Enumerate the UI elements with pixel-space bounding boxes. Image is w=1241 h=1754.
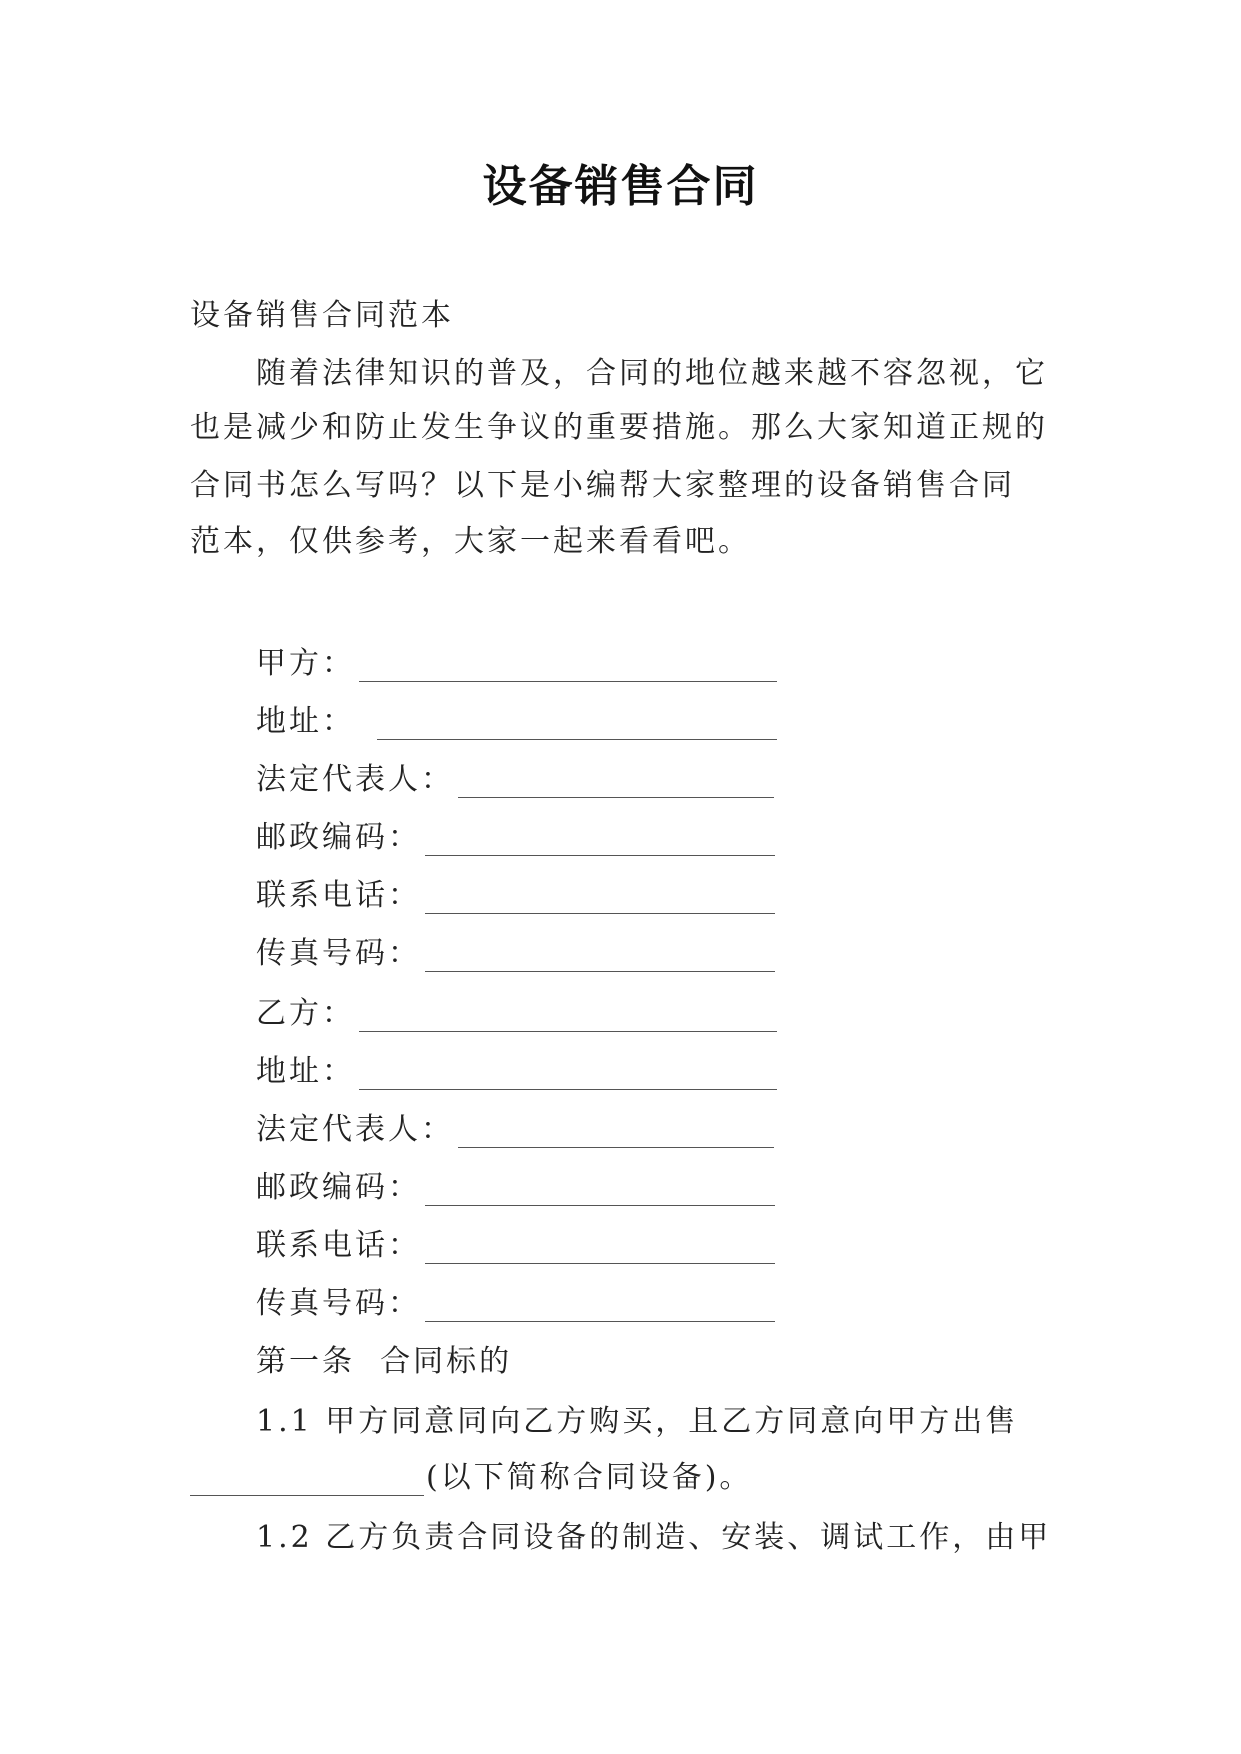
clause-1-1-line-1: 1.1 甲方同意同向乙方购买，且乙方同意向甲方出售 [256,1404,1019,1439]
party-a-legal-rep-blank[interactable] [458,767,774,798]
party-b-name-label: 乙方： [256,996,355,1031]
equipment-name-blank[interactable] [190,1465,424,1496]
party-a-address-label: 地址： [256,704,355,739]
party-b-phone-label: 联系电话： [256,1228,421,1263]
party-a-address-blank[interactable] [377,709,777,740]
intro-line-1: 随着法律知识的普及，合同的地位越来越不容忽视，它 [256,356,1048,391]
party-b-legal-rep-blank[interactable] [458,1117,774,1148]
party-b-phone-field [256,1228,775,1264]
party-a-name-field [256,646,777,682]
party-a-phone-blank[interactable] [425,883,775,914]
intro-line-4: 范本，仅供参考，大家一起来看看吧。 [190,524,751,559]
party-b-fax-blank[interactable] [425,1291,775,1322]
party-b-postcode-field [256,1170,775,1206]
party-a-legal-rep-field [256,762,774,798]
article-1-heading: 第一条 合同标的 [256,1344,513,1379]
party-b-postcode-label: 邮政编码： [256,1170,421,1205]
party-b-legal-rep-field [256,1112,774,1148]
party-b-address-blank[interactable] [359,1059,777,1090]
party-a-name-label: 甲方： [256,646,355,681]
intro-line-3: 合同书怎么写吗？以下是小编帮大家整理的设备销售合同 [190,468,1015,503]
party-a-phone-field [256,878,775,914]
clause-1-1-line-2-text: (以下简称合同设备)。 [426,1460,753,1495]
party-a-fax-label: 传真号码： [256,936,421,971]
party-b-fax-field [256,1286,775,1322]
party-b-legal-rep-label: 法定代表人： [256,1112,454,1147]
party-b-phone-blank[interactable] [425,1233,775,1264]
party-a-phone-label: 联系电话： [256,878,421,913]
party-a-postcode-label: 邮政编码： [256,820,421,855]
document-subtitle: 设备销售合同范本 [190,298,454,333]
party-b-name-blank[interactable] [359,1001,777,1032]
document-title: 设备销售合同 [482,161,759,212]
party-a-postcode-blank[interactable] [425,825,775,856]
party-b-name-field [256,996,777,1032]
party-a-postcode-field [256,820,775,856]
party-a-name-blank[interactable] [359,651,777,682]
party-a-legal-rep-label: 法定代表人： [256,762,454,797]
party-b-address-field [256,1054,777,1090]
party-a-fax-blank[interactable] [425,941,775,972]
party-b-address-label: 地址： [256,1054,355,1089]
party-a-fax-field [256,936,775,972]
intro-line-2: 也是减少和防止发生争议的重要措施。那么大家知道正规的 [190,410,1048,445]
clause-1-1-line-2 [190,1460,752,1496]
party-b-fax-label: 传真号码： [256,1286,421,1321]
party-b-postcode-blank[interactable] [425,1175,775,1206]
clause-1-2-line-1: 1.2 乙方负责合同设备的制造、安装、调试工作，由甲 [256,1520,1052,1555]
party-a-address-field [256,704,777,740]
